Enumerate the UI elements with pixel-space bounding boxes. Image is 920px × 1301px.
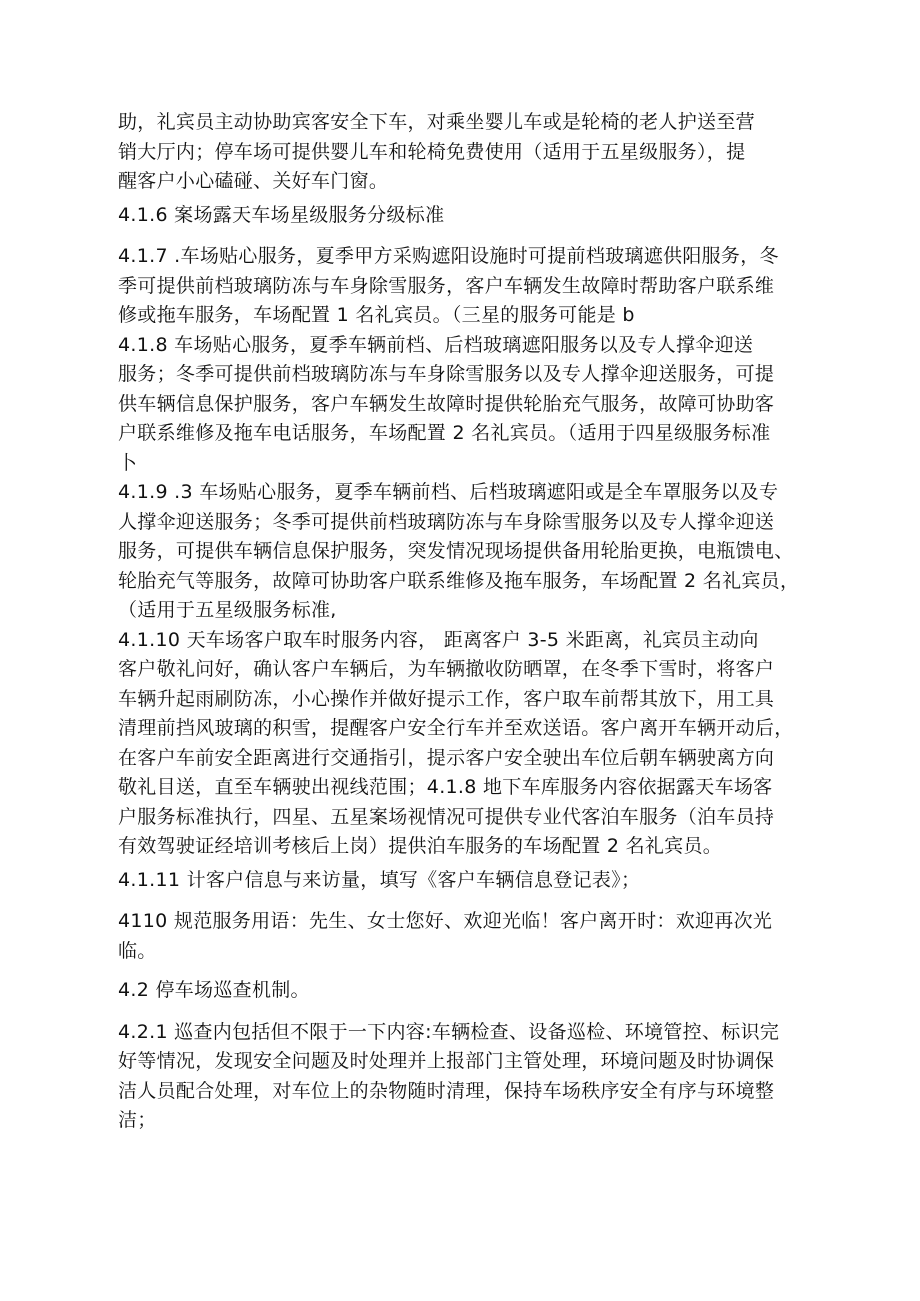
section-heading-4-1-6: 4.1.6 案场露天车场星级服务分级标准 bbox=[118, 203, 445, 226]
section-heading-4-2: 4.2 停车场巡查机制。 bbox=[118, 979, 310, 1001]
paragraph-4-1-10: 4.1.10 天车场客户取车时服务内容， 距离客户 3-5 米距离，礼宾员主动向 客户敬礼问好，确认客户车辆后，为车辆撤收防晒罩，在冬季下雪时，将客户 车辆升起雨刷防冻，小心操作并做好提示工作，客户取车前帮其放下，用工具 清理前挡风玻璃的积雪，提醒客户安全行车并至欢送语。客户离开车辆开动后， 在客户车前安全距离进行交通指引，提示客户安全驶出车位后朝车辆驶离方向 敬礼目送，直至车辆驶出视线范围；4.1.8 地下车库服务内容依据露天车场客 户服务标准执行，四星、五星案场视情况可提供专业代客泊车服务（泊车员持 有效驾驶证经培训考核后上岗）提供泊车服务的车场配置 2 名礼宾员。 bbox=[118, 628, 794, 857]
paragraph-assist: 助，礼宾员主动协助宾客安全下车，对乘坐婴儿车或是轮椅的老人护送至营 销大厅内；停车场可提供婴儿车和轮椅免费使用（适用于五星级服务），提 醒客户小心磕碰、关好车门窗。 bbox=[118, 111, 755, 192]
paragraph-4-1-8: 4.1.8 车场贴心服务，夏季车辆前档、后档玻璃遮阳服务以及专人撑伞迎送 服务；冬季可提供前档玻璃防冻与车身除雪服务以及专人撑伞迎送服务，可提 供车辆信息保护服务，客户车辆发生故障时提供轮胎充气服务，故障可协助客 户联系维修及拖车电话服务，车场配置 2 名礼宾员。（适用于四星级服务标准 卜 bbox=[118, 333, 775, 474]
paragraph-4-1-9: 4.1.9 .3 车场贴心服务，夏季车辆前档、后档玻璃遮阳或是全车罩服务以及专 人撑伞迎送服务；冬季可提供前档玻璃防冻与车身除雪服务以及专人撑伞迎送 服务，可提供车辆信息保护服务，突发情况现场提供备用轮胎更换，电瓶馈电、 轮胎充气等服务，故障可协助客户联系维修及拖车服务，车场配置 2 名礼宾员， （适用于五星级服务标准, bbox=[118, 481, 800, 621]
document-page bbox=[118, 108, 808, 1136]
paragraph-4-1-7: 4.1.7 .车场贴心服务，夏季甲方采购遮阳设施时可提前档玻璃遮供阳服务，冬 季可提供前档玻璃防冻与车身除雪服务，客户车辆发生故障时帮助客户联系维 修或拖车服务，车场配置 1 名礼宾员。（三星的服务可能是 b bbox=[118, 245, 779, 326]
paragraph-4-1-11: 4.1.11 计客户信息与来访量，填写《客户车辆信息登记表》； bbox=[118, 868, 641, 891]
paragraph-service-phrases: 4110 规范服务用语：先生、女士您好、欢迎光临！客户离开时：欢迎再次光 临。 bbox=[118, 910, 773, 962]
paragraph-4-2-1: 4.2.1 巡查内包括但不限于一下内容:车辆检查、设备巡检、环境管控、标识完 好等情况，发现安全问题及时处理并上报部门主管处理，环境问题及时协调保 洁人员配合处理，对车位上的杂物随时清理，保持车场秩序安全有序与环境整 洁； bbox=[118, 1020, 780, 1131]
